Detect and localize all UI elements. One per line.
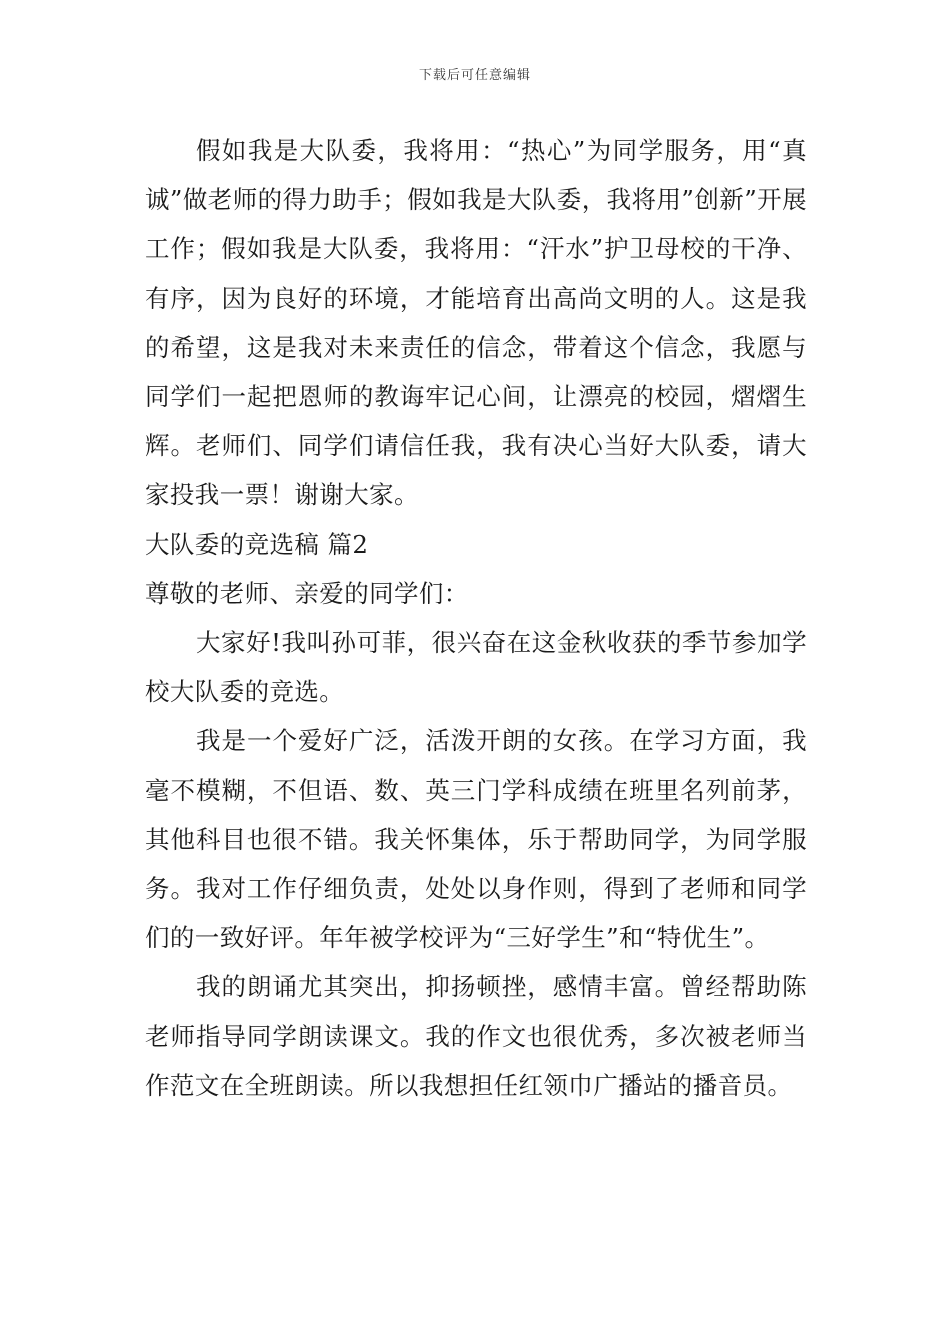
- paragraph-4: 我的朗诵尤其突出，抑扬顿挫，感情丰富。曾经帮助陈老师指导同学朗读课文。我的作文也很优秀，多次被老师当作范文在全班朗读。所以我想担任红领巾广播站的播音员。: [145, 972, 807, 1100]
- paragraph-3: 我是一个爱好广泛，活泼开朗的女孩。在学习方面，我毫不模糊，不但语、数、英三门学科成绩在班里名列前茅，其他科目也很不错。我关怀集体，乐于帮助同学，为同学服务。我对工作仔细负责，处处以身作则，得到了老师和同学们的一致好评。年年被学校评为“三好学生”和“特优生”。: [145, 726, 807, 953]
- paragraph-2: 大家好!我叫孙可菲，很兴奋在这金秋收获的季节参加学校大队委的竞选。: [145, 628, 807, 707]
- salutation: 尊敬的老师、亲爱的同学们：: [145, 578, 469, 608]
- header-note: 下载后可任意编辑: [418, 68, 531, 83]
- section-title: 大队委的竞选稿 篇2: [145, 529, 369, 559]
- document-body: [145, 126, 807, 1110]
- paragraph-1: 假如我是大队委，我将用：“热心”为同学服务，用“真诚”做老师的得力助手；假如我是大队委，我将用”创新”开展工作；假如我是大队委，我将用：“汗水”护卫母校的干净、有序，因为良好的环境，才能培育出高尚文明的人。这是我的希望，这是我对未来责任的信念，带着这个信念，我愿与同学们一起把恩师的教诲牢记心间，让漂亮的校园，熠熠生辉。老师们、同学们请信任我，我有决心当好大队委，请大家投我一票！谢谢大家。: [145, 136, 807, 510]
